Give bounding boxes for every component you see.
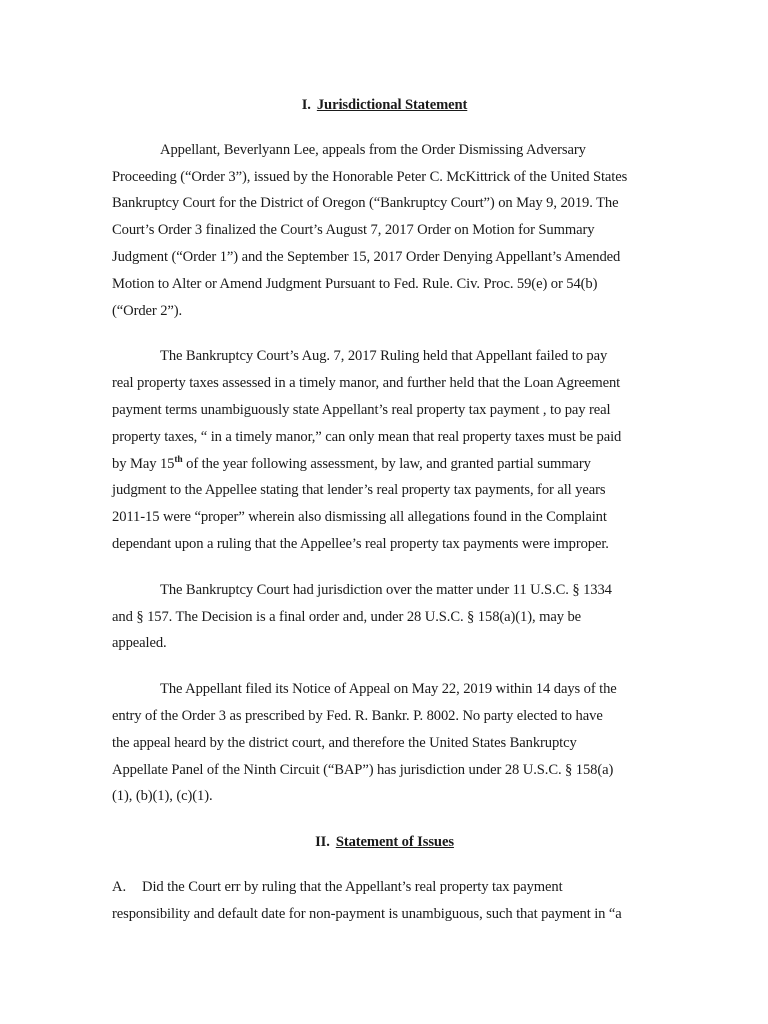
section-number: I. bbox=[301, 97, 311, 113]
paragraph-continuation bbox=[112, 370, 657, 558]
paragraph-continuation bbox=[112, 604, 657, 658]
paragraph-line: (“Order 2”). bbox=[112, 302, 183, 319]
issue-a bbox=[112, 874, 657, 928]
paragraph-jurisdiction bbox=[112, 577, 657, 604]
paragraph-line: judgment to the Appellee stating that lender’s real property tax payments, for all years bbox=[112, 482, 606, 499]
paragraph-line: entry of the Order 3 as prescribed by Fed. R. Bankr. P. 8002. No party elected to have bbox=[112, 707, 603, 724]
issue-first-line bbox=[112, 874, 657, 901]
paragraph-line: The Appellant filed its Notice of Appeal on May 22, 2019 within 14 days of the bbox=[160, 681, 617, 698]
line-text: by May 15 bbox=[112, 455, 175, 472]
paragraph-line: (1), (b)(1), (c)(1). bbox=[112, 788, 213, 805]
paragraph-line-with-superscript bbox=[112, 451, 657, 478]
section-title: Jurisdictional Statement bbox=[316, 97, 468, 113]
issue-text: Did the Court err by ruling that the Appellant’s real property tax payment bbox=[142, 878, 563, 895]
paragraph-line: Appellate Panel of the Ninth Circuit (“BAP”) has jurisdiction under 28 U.S.C. § 158(a) bbox=[112, 761, 614, 778]
paragraph-line: dependant upon a ruling that the Appellee’s real property tax payments were improper. bbox=[112, 535, 609, 552]
paragraph-line: property taxes, “ in a timely manor,” can only mean that real property taxes must be paid bbox=[112, 428, 622, 445]
paragraph-line: the appeal heard by the district court, and therefore the United States Bankruptcy bbox=[112, 734, 577, 751]
issue-label: A. bbox=[112, 878, 126, 895]
paragraph-appeal-from-order bbox=[112, 137, 657, 164]
ordinal-superscript: th bbox=[174, 454, 183, 465]
paragraph-line: The Bankruptcy Court’s Aug. 7, 2017 Ruling held that Appellant failed to pay bbox=[160, 348, 608, 365]
section-number: II. bbox=[315, 834, 330, 851]
paragraph-continuation bbox=[112, 164, 657, 325]
line-text: of the year following assessment, by law, and granted partial summary bbox=[182, 455, 591, 472]
paragraph-line: and § 157. The Decision is a final order and, under 28 U.S.C. § 158(a)(1), may be bbox=[112, 608, 582, 625]
paragraph-notice-of-appeal bbox=[112, 676, 657, 703]
paragraph-line: appealed. bbox=[112, 635, 167, 652]
paragraph-line: real property taxes assessed in a timely manor, and further held that the Loan Agreement bbox=[112, 375, 621, 392]
paragraph-line: Court’s Order 3 finalized the Court’s August 7, 2017 Order on Motion for Summary bbox=[112, 222, 595, 239]
section-heading-statement-of-issues bbox=[112, 829, 657, 856]
paragraph-line: Motion to Alter or Amend Judgment Pursuant to Fed. Rule. Civ. Proc. 59(e) or 54(b) bbox=[112, 275, 598, 292]
paragraph-line: Appellant, Beverlyann Lee, appeals from the Order Dismissing Adversary bbox=[160, 141, 586, 158]
paragraph-line: Proceeding (“Order 3”), issued by the Honorable Peter C. McKittrick of the United States bbox=[112, 168, 628, 185]
paragraph-ruling bbox=[112, 343, 657, 370]
document-body bbox=[112, 92, 657, 928]
paragraph-line: 2011-15 were “proper” wherein also dismissing all allegations found in the Complaint bbox=[112, 509, 607, 526]
section-title: Statement of Issues bbox=[335, 834, 454, 851]
paragraph-line: Bankruptcy Court for the District of Oregon (“Bankruptcy Court”) on May 9, 2019. The bbox=[112, 195, 619, 212]
paragraph-line: Judgment (“Order 1”) and the September 15, 2017 Order Denying Appellant’s Amended bbox=[112, 248, 621, 265]
issue-line: responsibility and default date for non-payment is unambiguous, such that payment in “a bbox=[112, 905, 622, 922]
paragraph-line: payment terms unambiguously state Appellant’s real property tax payment , to pay real bbox=[112, 401, 611, 418]
section-heading-jurisdictional-statement bbox=[112, 92, 657, 119]
paragraph-continuation bbox=[112, 703, 657, 810]
paragraph-line: The Bankruptcy Court had jurisdiction over the matter under 11 U.S.C. § 1334 bbox=[160, 581, 612, 598]
